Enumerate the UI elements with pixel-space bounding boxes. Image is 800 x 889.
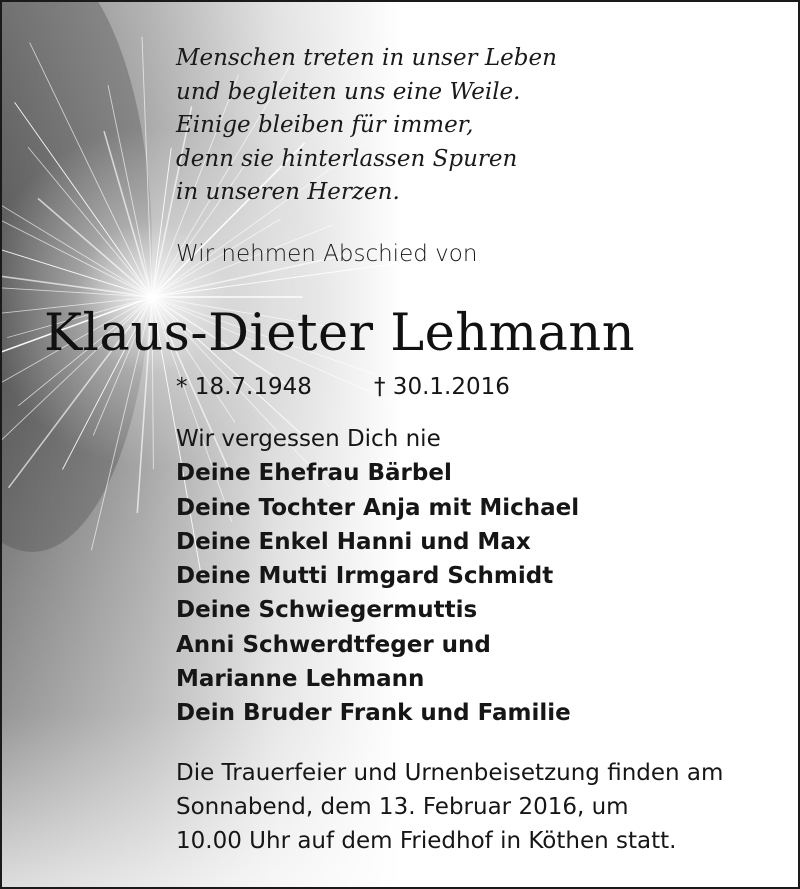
family-member: Deine Enkel Hanni und Max bbox=[176, 528, 531, 555]
family-member: Deine Mutti Irmgard Schmidt bbox=[176, 563, 554, 590]
farewell-intro: Wir nehmen Abschied von bbox=[176, 241, 478, 267]
poem-line: Menschen treten in unser Leben bbox=[176, 45, 557, 71]
service-line: 10.00 Uhr auf dem Friedhof in Köthen statt. bbox=[176, 828, 677, 854]
family-member: Anni Schwerdtfeger und bbox=[176, 631, 491, 658]
family-member: Deine Ehefrau Bärbel bbox=[176, 460, 452, 487]
death-date: † 30.1.2016 bbox=[374, 374, 510, 400]
life-dates bbox=[176, 369, 510, 405]
deceased-name: Klaus-Dieter Lehmann bbox=[44, 304, 636, 363]
funeral-service-info bbox=[176, 756, 778, 858]
poem-line: Einige bleiben für immer, bbox=[176, 112, 474, 139]
service-line: Sonnabend, dem 13. Februar 2016, um bbox=[176, 794, 629, 820]
family-member: Deine Schwiegermuttis bbox=[176, 597, 478, 624]
family-member: Deine Tochter Anja mit Michael bbox=[176, 494, 580, 521]
poem-line: in unseren Herzen. bbox=[176, 179, 400, 206]
family-lead: Wir vergessen Dich nie bbox=[176, 426, 441, 452]
poem-line: und begleiten uns eine Weile. bbox=[176, 78, 521, 105]
family-list bbox=[176, 422, 778, 731]
birth-date: * 18.7.1948 bbox=[176, 374, 312, 400]
poem bbox=[176, 42, 778, 210]
family-member: Dein Bruder Frank und Familie bbox=[176, 700, 571, 727]
poem-line: denn sie hinterlassen Spuren bbox=[176, 145, 518, 172]
service-line: Die Trauerfeier und Urnenbeisetzung finden am bbox=[176, 760, 724, 786]
family-member: Marianne Lehmann bbox=[176, 666, 425, 693]
